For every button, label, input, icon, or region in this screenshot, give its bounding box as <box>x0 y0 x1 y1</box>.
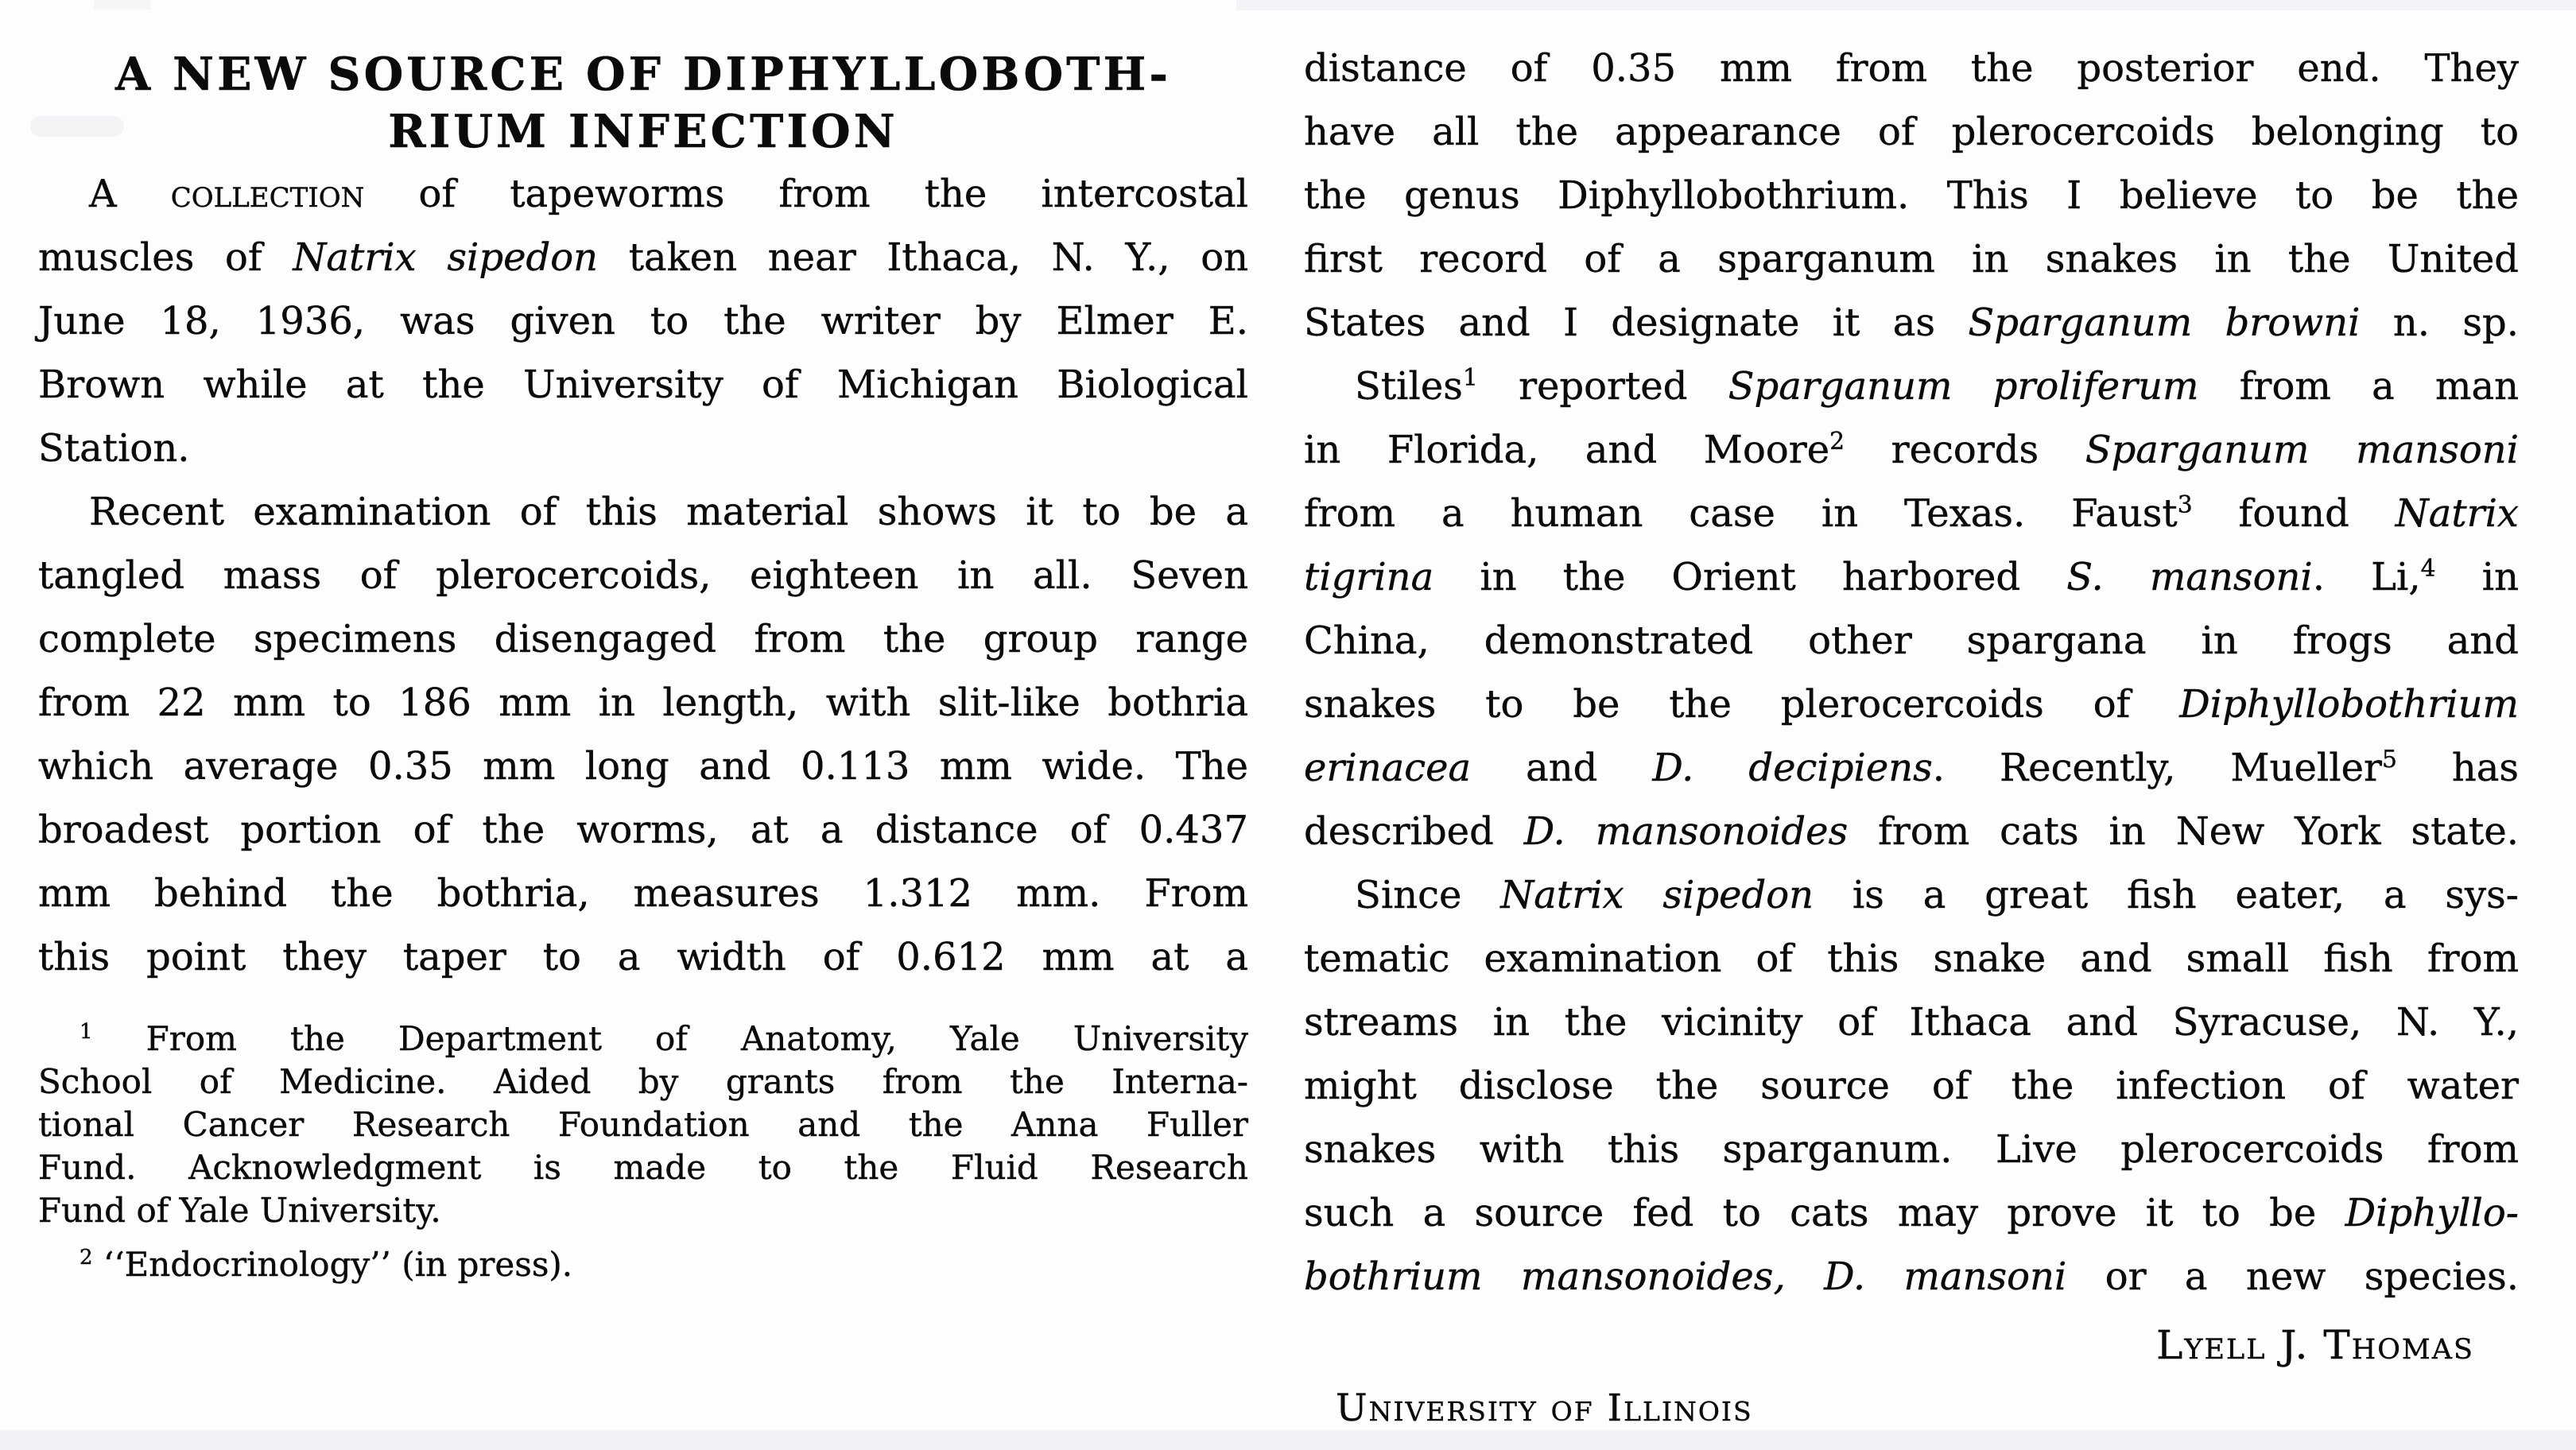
author-affiliation: University of Illinois <box>1336 1386 1753 1430</box>
italic-species-name: Diphyllo- <box>2345 1191 2519 1235</box>
paragraph <box>38 162 1248 480</box>
text-line <box>1304 418 2519 482</box>
text-segment: School of Medicine. Aided by grants from the Interna- <box>38 1062 1248 1101</box>
text-segment: described <box>1304 809 1524 854</box>
text-line <box>38 925 1248 989</box>
text-segment: have all the appearance of plerocercoids belonging to <box>1304 110 2519 154</box>
text-segment: n. sp. <box>2360 300 2519 345</box>
text-segment: the genus Diphyllobothrium. This I believe to be the <box>1304 173 2519 218</box>
italic-species-name: S. mansoni <box>2066 555 2313 599</box>
text-segment: Fund of Yale University. <box>38 1191 441 1230</box>
text-segment: from cats in New York state. <box>1848 809 2519 854</box>
italic-species-name: Sparganum browni <box>1968 300 2361 345</box>
text-line <box>38 1103 1248 1146</box>
text-segment: in <box>2435 555 2519 599</box>
text-segment: from a man <box>2198 364 2520 409</box>
italic-species-name: Natrix sipedon <box>293 235 599 280</box>
paragraph <box>1304 355 2519 863</box>
text-segment: in Florida, and Moore <box>1304 428 1830 472</box>
italic-species-name: Sparganum proliferum <box>1728 364 2199 409</box>
left-column <box>38 0 1248 1286</box>
text-line <box>38 862 1248 925</box>
text-segment: ‘‘Endocrinology’’ (in press). <box>92 1245 573 1284</box>
paragraph <box>38 1243 1248 1286</box>
text-segment: from 22 mm to 186 mm in length, with slit-like bothria <box>38 680 1248 725</box>
text-line <box>1304 164 2519 227</box>
text-segment: such a source fed to cats may prove it to be <box>1304 1191 2345 1235</box>
text-line <box>38 480 1248 544</box>
text-segment: records <box>1845 428 2085 472</box>
italic-species-name: erinacea <box>1304 746 1472 790</box>
footnote-marker: 5 <box>2381 746 2397 773</box>
italic-species-name: bothrium mansonoides, D. mansoni <box>1304 1254 2067 1299</box>
text-segment: Station. <box>38 426 190 471</box>
text-segment: from a human case in Texas. Faust <box>1304 491 2178 536</box>
text-line <box>38 353 1248 417</box>
text-line <box>38 289 1248 353</box>
text-line <box>38 1060 1248 1103</box>
text-line <box>38 544 1248 607</box>
article-title-line-1: A NEW SOURCE OF DIPHYLLOBOTH- <box>114 48 1172 101</box>
text-line <box>38 417 1248 480</box>
text-segment: of tapeworms from the intercostal <box>364 172 1248 216</box>
text-segment: complete specimens disengaged from the group range <box>38 617 1248 661</box>
text-line <box>1304 1054 2519 1118</box>
footnote-marker: 2 <box>80 1246 93 1270</box>
text-line <box>1304 1181 2519 1245</box>
text-segment: States and I designate it as <box>1304 300 1969 345</box>
text-line <box>38 735 1248 798</box>
small-caps-text: collection <box>170 172 365 216</box>
text-line <box>38 162 1248 226</box>
text-segment: reported <box>1477 364 1728 409</box>
text-segment: Fund. Acknowledgment is made to the Fluid Research <box>38 1148 1248 1187</box>
article-title-line-2: RIUM INFECTION <box>388 105 898 158</box>
text-segment: found <box>2192 491 2396 536</box>
text-line <box>1304 927 2519 991</box>
footnote-marker: 1 <box>1462 364 1478 392</box>
text-segment: has <box>2396 746 2520 790</box>
text-line <box>1304 100 2519 164</box>
italic-species-name: Natrix <box>2395 491 2519 536</box>
text-segment: . Li, <box>2312 555 2421 599</box>
italic-species-name: Diphyllobothrium <box>2179 682 2519 727</box>
text-segment: June 18, 1936, was given to the writer by Elmer E. <box>38 299 1248 343</box>
text-segment: taken near Ithaca, N. Y., on <box>598 235 1249 280</box>
italic-species-name: Sparganum mansoni <box>2085 428 2519 472</box>
text-line <box>1304 227 2519 291</box>
footnote-marker: 4 <box>2420 555 2436 583</box>
text-segment: Brown while at the University of Michigan Biological <box>38 362 1248 407</box>
text-segment: Recent examination of this material shows it to be a <box>89 490 1248 534</box>
text-line <box>1304 991 2519 1054</box>
italic-species-name: D. mansonoides <box>1523 809 1849 854</box>
text-segment: muscles of <box>38 235 293 280</box>
italic-species-name: D. decipiens <box>1652 746 1933 790</box>
text-segment: in the Orient harbored <box>1433 555 2067 599</box>
footnote-marker: 3 <box>2177 491 2193 519</box>
text-line <box>38 1243 1248 1286</box>
footnotes-block <box>38 1018 1248 1286</box>
text-segment: snakes with this sparganum. Live plerocercoids from <box>1304 1127 2519 1172</box>
text-segment: tematic examination of this snake and small fish from <box>1304 936 2519 981</box>
text-segment: which average 0.35 mm long and 0.113 mm wide. The <box>38 744 1248 789</box>
text-line <box>1304 1245 2519 1308</box>
text-line <box>1304 736 2519 800</box>
left-column-body <box>38 162 1248 989</box>
text-line <box>1304 1118 2519 1181</box>
text-line <box>1304 673 2519 736</box>
text-segment: mm behind the bothria, measures 1.312 mm. From <box>38 871 1248 916</box>
text-line <box>38 1189 1248 1232</box>
text-segment: . Recently, Mueller <box>1932 746 2382 790</box>
right-column <box>1304 0 2519 1440</box>
text-line <box>1304 355 2519 418</box>
text-line <box>1304 863 2519 927</box>
text-line <box>38 226 1248 289</box>
text-line <box>38 1018 1248 1060</box>
text-segment: Stiles <box>1355 364 1463 409</box>
text-segment: broadest portion of the worms, at a distance of 0.437 <box>38 808 1248 852</box>
text-segment: is a great fish eater, a sys- <box>1814 873 2520 917</box>
text-line <box>1304 291 2519 355</box>
text-line <box>38 1146 1248 1189</box>
italic-species-name: tigrina <box>1304 555 1434 599</box>
text-segment: streams in the vicinity of Ithaca and Syracuse, N. Y., <box>1304 1000 2519 1045</box>
text-segment: distance of 0.35 mm from the posterior end. They <box>1304 46 2519 91</box>
text-segment: first record of a sparganum in snakes in the United <box>1304 237 2519 281</box>
text-segment: this point they taper to a width of 0.612 mm at a <box>38 935 1248 979</box>
author-signature: Lyell J. Thomas <box>2156 1322 2474 1368</box>
text-segment: and <box>1471 746 1653 790</box>
text-segment: Since <box>1355 873 1501 917</box>
right-column-body <box>1304 0 2519 1308</box>
footnote-marker: 2 <box>1829 428 1845 456</box>
text-line <box>1304 482 2519 545</box>
text-segment: snakes to be the plerocercoids of <box>1304 682 2180 727</box>
text-segment: or a new species. <box>2066 1254 2519 1299</box>
article-title <box>38 0 1248 161</box>
text-line <box>1304 609 2519 673</box>
footnote-marker: 1 <box>80 1020 93 1044</box>
text-segment: From the Department of Anatomy, Yale University <box>92 1019 1248 1058</box>
text-segment: A <box>89 172 171 216</box>
paragraph <box>38 480 1248 989</box>
italic-species-name: Natrix sipedon <box>1500 873 1814 917</box>
text-line <box>38 607 1248 671</box>
text-line <box>1304 545 2519 609</box>
text-segment: tangled mass of plerocercoids, eighteen in all. Seven <box>38 553 1248 598</box>
text-line <box>38 671 1248 735</box>
text-segment: China, demonstrated other spargana in frogs and <box>1304 618 2519 663</box>
text-line <box>1304 800 2519 863</box>
text-line <box>38 798 1248 862</box>
paragraph <box>38 1018 1248 1232</box>
text-segment: tional Cancer Research Foundation and the Anna Fuller <box>38 1105 1248 1144</box>
paragraph <box>1304 863 2519 1308</box>
paragraph <box>1304 37 2519 355</box>
text-segment: might disclose the source of the infection of water <box>1304 1064 2519 1108</box>
text-line <box>1304 37 2519 100</box>
